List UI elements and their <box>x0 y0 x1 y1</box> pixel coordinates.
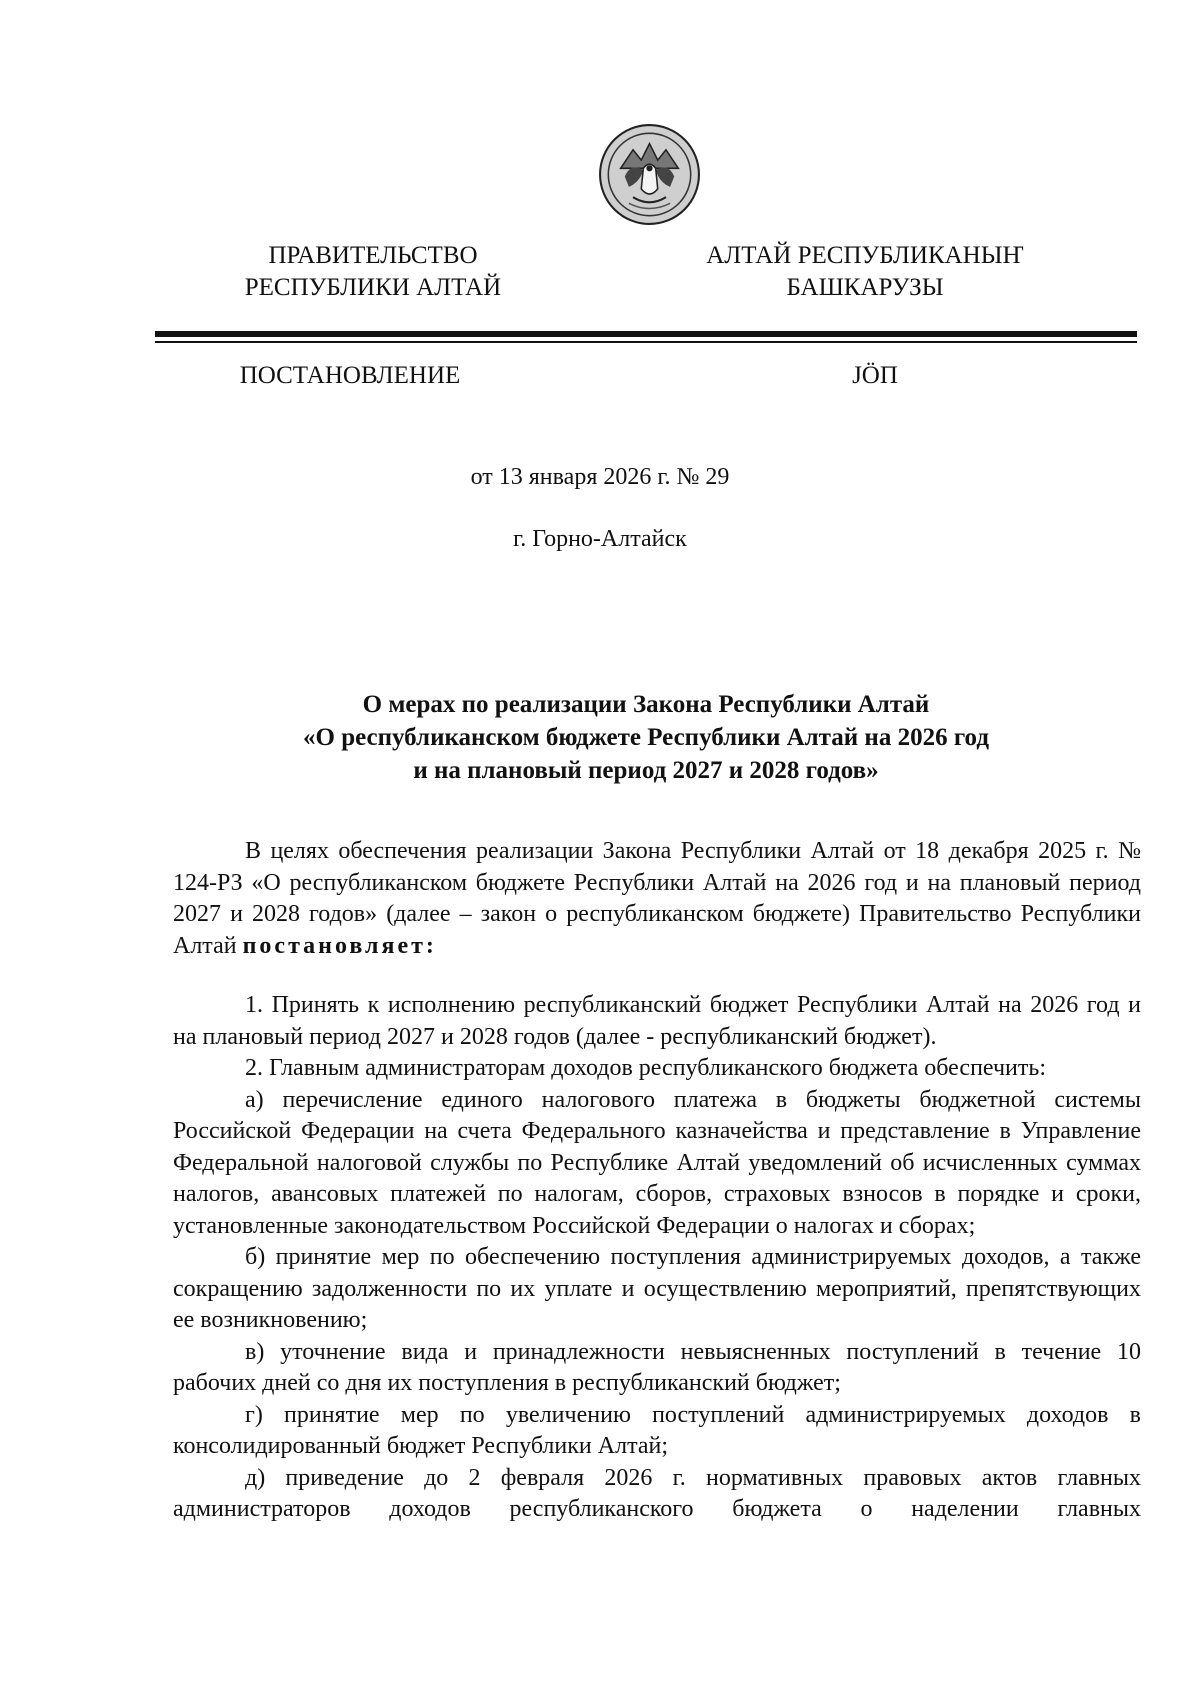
document-date: от 13 января 2026 г. № 29 <box>470 464 730 490</box>
header-left-line1: ПРАВИТЕЛЬСТВО <box>268 242 478 269</box>
item-2a: а) перечисление единого налогового платежа в бюджеты бюджетной системы Российской Федерации на счета Федерального казначейства и представление в Управление Федеральной налоговой службы по Республике Алтай уведомлений об исчисленных суммах налогов, авансовых платежей по налогам, сборов, страховых взносов в порядке и сроки, установленные законодательством Российской Федерации о налогах и сборах; <box>173 1086 1141 1239</box>
item-2c: в) уточнение вида и принадлежности невыясненных поступлений в течение 10 рабочих дней со дня их поступления в республиканский бюджет; <box>173 1338 1141 1396</box>
title-line-2: «О республиканском бюджете Республики Алтай на 2026 год <box>303 724 989 751</box>
preamble-text: В целях обеспечения реализации Закона Республики Алтай от 18 декабря 2025 г. № 124-РЗ «О республиканском бюджете Республики Алтай на 2026 год и на плановый период 2027 и 2028 годов» (далее – закон о республиканском бюджете) Правительство Республики Алтай <box>173 838 1141 959</box>
government-name-altai <box>700 240 1030 304</box>
item-2: 2. Главным администраторам доходов республиканского бюджета обеспечить: <box>245 1055 1046 1081</box>
header-divider-thin <box>155 341 1137 343</box>
title-line-3: и на плановый период 2027 и 2028 годов» <box>413 757 879 784</box>
government-name-russian <box>208 240 538 304</box>
item-2b: б) принятие мер по обеспечению поступления администрируемых доходов, а также сокращению задолженности по их уплате и осуществлению мероприятий, препятствующих ее возникновению; <box>173 1244 1141 1333</box>
preamble-paragraph <box>173 836 1141 962</box>
item-2e: д) приведение до 2 февраля 2026 г. нормативных правовых актов главных администраторов доходов республиканского бюджета о наделении главных <box>173 1464 1141 1522</box>
coat-of-arms-icon <box>598 123 701 226</box>
title-line-1: О мерах по реализации Закона Республики Алтай <box>362 691 930 718</box>
doc-type-altai: JӦП <box>852 362 898 389</box>
header-right-line1: АЛТАЙ РЕСПУБЛИКАНЫҤ <box>706 242 1024 269</box>
header-right-line2: БАШКАРУЗЫ <box>786 274 944 301</box>
document-body <box>173 836 1141 1526</box>
header-left-line2: РЕСПУБЛИКИ АЛТАЙ <box>244 274 502 301</box>
doc-type-russian: ПОСТАНОВЛЕНИЕ <box>239 362 461 389</box>
item-2d: г) принятие мер по увеличению поступлений администрируемых доходов в консолидированный бюджет Республики Алтай; <box>173 1401 1141 1459</box>
document-title <box>155 688 1137 787</box>
header-divider-thick <box>155 331 1137 337</box>
document-city: г. Горно-Алтайск <box>513 526 687 552</box>
preamble-emphasis: постановляет: <box>242 932 437 959</box>
item-1: 1. Принять к исполнению республиканский бюджет Республики Алтай на 2026 год и на плановый период 2027 и 2028 годов (далее - республиканский бюджет). <box>173 992 1141 1050</box>
